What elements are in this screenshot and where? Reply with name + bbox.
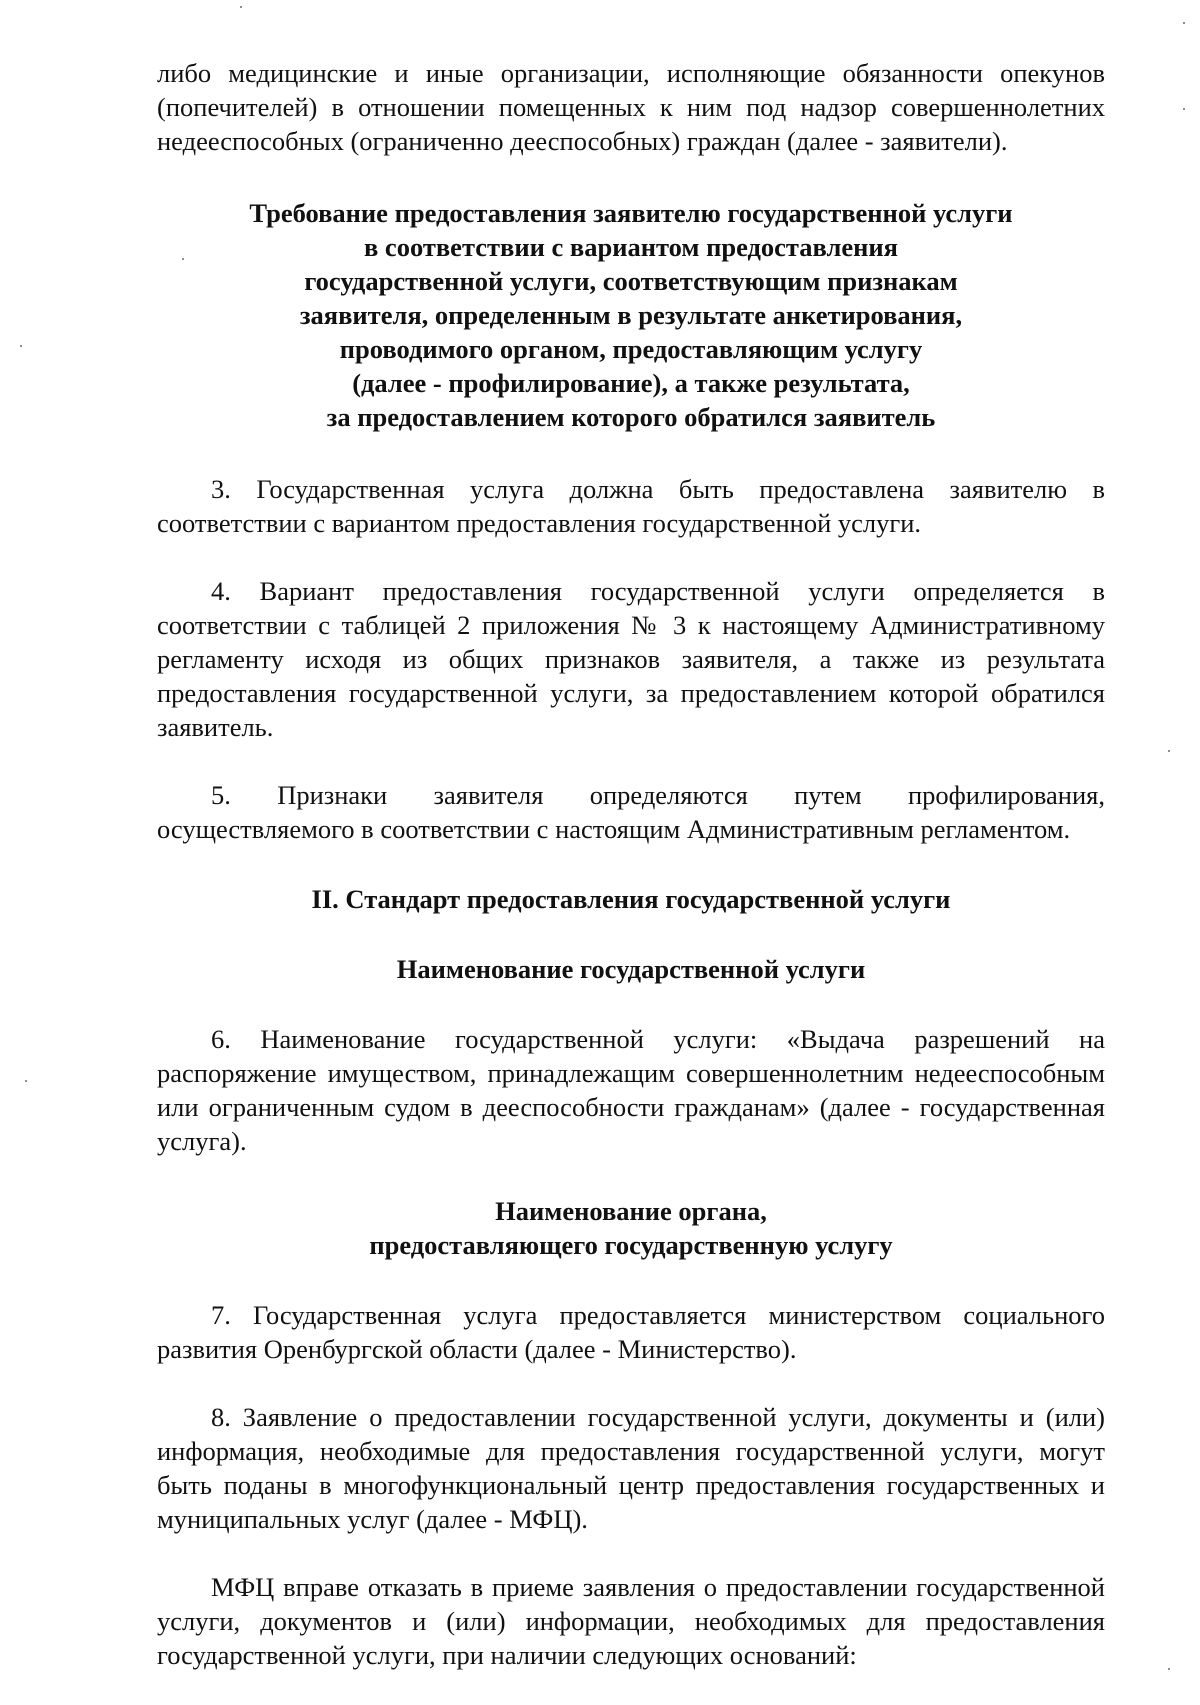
section-heading-line: (далее - профилирование), а также результата,: [352, 368, 910, 398]
paragraph-8: 8. Заявление о предоставлении государственной услуги, документы и (или) информация, необходимые для предоставления государственной услуги, могут быть поданы в многофункциональный центр предоставления государственных и муниципальных услуг (далее - МФЦ).: [157, 1402, 1105, 1534]
section-heading-line: заявителя, определенным в результате анкетирования,: [299, 300, 963, 330]
section-heading: [157, 196, 1105, 434]
scan-speck: [20, 345, 22, 347]
scan-speck: [1183, 108, 1185, 110]
section-heading-line: государственной услуги, соответствующим признакам: [304, 266, 958, 296]
subheading-service-name: Наименование государственной услуги: [396, 954, 866, 984]
scan-speck: [1183, 22, 1185, 24]
part-heading: II. Стандарт предоставления государственной услуги: [311, 884, 951, 914]
subheading-organ-line: Наименование органа,: [495, 1196, 767, 1226]
scan-speck: [1168, 1668, 1170, 1670]
scan-speck: [25, 1080, 27, 1082]
section-heading-line: за предоставлением которого обратился заявитель: [326, 402, 936, 432]
paragraph-5: 5. Признаки заявителя определяются путем профилирования, осуществляемого в соответствии с настоящим Административным регламентом.: [157, 780, 1105, 844]
paragraph-mfc: МФЦ вправе отказать в приеме заявления о предоставлении государственной услуги, документов и (или) информации, необходимых для предоставления государственной услуги, при наличии следующих оснований:: [157, 1572, 1105, 1670]
section-heading-line: проводимого органом, предоставляющим услугу: [339, 334, 923, 364]
subheading-organ: [157, 1194, 1105, 1262]
paragraph-4: 4. Вариант предоставления государственной услуги определяется в соответствии с таблицей 2 приложения № 3 к настоящему Административному регламенту исходя из общих признаков заявителя, а также из результата предоставления государственной услуги, за предоставлением которой обратился заявитель.: [157, 576, 1105, 742]
section-heading-line: Требование предоставления заявителю государственной услуги: [249, 198, 1013, 228]
intro-paragraph: либо медицинские и иные организации, исполняющие обязанности опекунов (попечителей) в отношении помещенных к ним под надзор совершеннолетних недееспособных (ограниченно дееспособных) граждан (далее - заявители).: [157, 58, 1105, 156]
paragraph-3: 3. Государственная услуга должна быть предоставлена заявителю в соответствии с вариантом предоставления государственной услуги.: [157, 474, 1105, 538]
paragraph-7: 7. Государственная услуга предоставляется министерством социального развития Оренбургской области (далее - Министерство).: [157, 1300, 1105, 1364]
section-heading-line: в соответствии с вариантом предоставления: [364, 232, 898, 262]
paragraph-6: 6. Наименование государственной услуги: «Выдача разрешений на распоряжение имуществом, принадлежащим совершеннолетним недееспособным или ограниченным судом в дееспособности гражданам» (далее - государственная услуга).: [157, 1024, 1105, 1156]
subheading-organ-line: предоставляющего государственную услугу: [369, 1230, 893, 1260]
scan-speck: [240, 6, 242, 8]
scan-speck: [1168, 750, 1170, 752]
document-body: [157, 56, 1105, 1672]
